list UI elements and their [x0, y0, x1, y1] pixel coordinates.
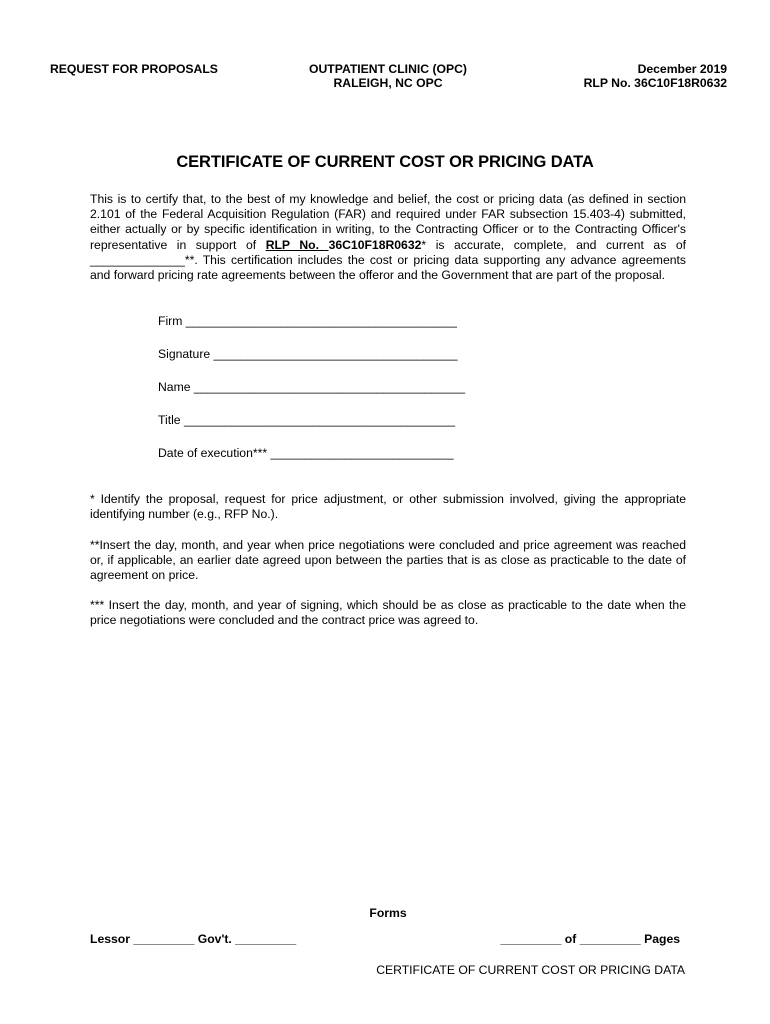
page-title: CERTIFICATE OF CURRENT COST OR PRICING DATA	[176, 153, 594, 171]
rlp-label: RLP No.	[265, 237, 329, 252]
header-center-line2: RALEIGH, NC OPC	[333, 76, 443, 90]
forms-label: Forms	[369, 906, 407, 920]
signature-field: Signature ____________________________________	[158, 347, 458, 361]
date-of-execution-field: Date of execution*** ___________________________	[158, 446, 454, 460]
firm-field: Firm ________________________________________	[158, 314, 457, 328]
header-center	[288, 62, 488, 90]
header-date: December 2019	[637, 62, 727, 76]
certification-text-part2: * is accurate, complete, and current as of ______________**. This certification includes the cost or pricing data supporting any advance agreements and forward pricing rate agreements between the offeror and the Government that are part of the proposal.	[90, 237, 686, 283]
footnote-1: * Identify the proposal, request for price adjustment, or other submission involved, giving the appropriate identifying number (e.g., RFP No.).	[90, 492, 686, 522]
header-rlp-number: RLP No. 36C10F18R0632	[583, 76, 727, 90]
header-center-line1: OUTPATIENT CLINIC (OPC)	[309, 62, 467, 76]
header-right	[584, 62, 727, 90]
page-count: _________ of _________ Pages	[500, 932, 680, 946]
footnote-2: **Insert the day, month, and year when price negotiations were concluded and price agreement was reached or, if applicable, an earlier date agreed upon between the parties that is as close as practicable to the date of agreement on price.	[90, 538, 686, 583]
certification-paragraph	[90, 192, 686, 283]
footnote-3: *** Insert the day, month, and year of signing, which should be as close as practicable to the date when the price negotiations were concluded and the contract price was agreed to.	[90, 598, 686, 628]
header-left: REQUEST FOR PROPOSALS	[50, 62, 218, 76]
footer-document-title: CERTIFICATE OF CURRENT COST OR PRICING DATA	[376, 963, 685, 977]
title-field: Title ________________________________________	[158, 413, 456, 427]
certification-text-part1: This is to certify that, to the best of my knowledge and belief, the cost or pricing data (as defined in section 2.101 of the Federal Acquisition Regulation (FAR) and required under FAR subsection 15.403-4) submitted, either actually or by specific identification in writing, to the Contracting Officer or to the Contracting Officer's representative in support of	[90, 192, 686, 252]
rlp-number: 36C10F18R0632	[328, 237, 422, 252]
lessor-govt-initials: Lessor _________ Gov't. _________	[90, 932, 297, 946]
name-field: Name ________________________________________	[158, 380, 466, 394]
